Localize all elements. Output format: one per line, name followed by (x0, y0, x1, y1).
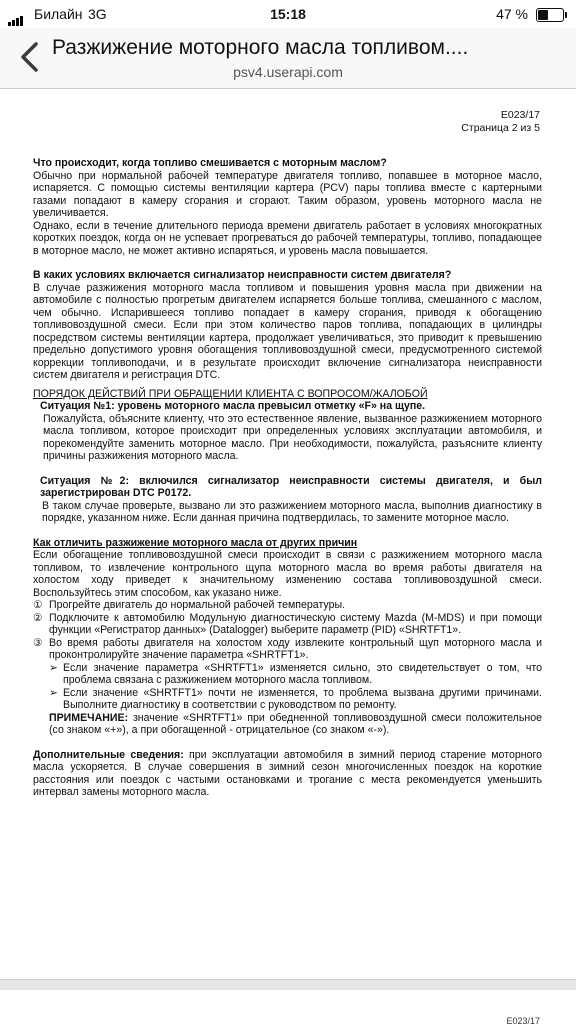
step-text: Подключите к автомобилю Модульную диагностическую систему Mazda (M-MDS) и при помощи функции «Регистратор данных» (Datalogger) выберите параметр (PID) «SHRTFT1». (49, 611, 542, 636)
page-title: Разжижение моторного масла топливом.... (52, 36, 469, 59)
page-separator (0, 979, 576, 990)
page-number: Страница 2 из 5 (461, 122, 540, 134)
situation-heading: Ситуация №1: уровень моторного масла превысил отметку «F» на щупе. (40, 400, 426, 412)
document-body (33, 157, 542, 799)
bullet-text: Если значение «SHRTFT1» почти не изменяется, то проблема вызвана другими причинами. Выполните диагностику в соответствии с руководством по ремонту. (63, 686, 542, 711)
paragraph: Пожалуйста, объясните клиенту, что это естественное явление, вызванное разжижением моторного масла топливом, которое происходит при определенных условиях эксплуатации автомобиля, и порекомендуйте заменить моторное масло. При необходимости, пожалуйста, разъясните клиенту причины разжижения моторного масла. (43, 412, 542, 462)
paragraph: Однако, если в течение длительного периода времени двигатель работает в условиях многократных коротких поездок, когда он не успевает прогреваться до рабочей температуры, топливо, попадающее в моторное масло, не может активно испаряться, и уровень масла повышается. (33, 219, 542, 257)
subsection-heading: Как отличить разжижение моторного масла от других причин (33, 536, 358, 549)
status-bar (0, 0, 576, 28)
page-url: psv4.userapi.com (233, 64, 343, 80)
paragraph: В случае разжижения моторного масла топливом и повышения уровня масла при движении на автомобиле с полностью прогретым двигателем испаряется больше топлива, смешанного с маслом, чем обычно. Испарившееся топливо попадает в камеру сгорания, приводя к обогащению топливовоздушной смеси. Если при этом количество паров топлива, попадающих в цилиндры посредством системы вентиляции картера, продолжает увеличиваться, это приводит к превышению предельно допустимого уровня обогащения топливовоздушной смеси, предусмотренного системой коррекции топливоподачи, и в результате происходит включение сигнализатора неисправности систем двигателя и регистрация DTC. (33, 281, 542, 381)
additional-info (33, 749, 542, 799)
navigation-bar (0, 28, 576, 89)
paragraph: В таком случае проверьте, вызвано ли это разжижением моторного масла, выполнив диагностику в порядке, указанном ниже. Если данная причина подтвердилась, то замените моторное масло. (42, 499, 542, 524)
section-heading: В каких условиях включается сигнализатор неисправности систем двигателя? (33, 269, 452, 281)
note (33, 712, 542, 737)
list-item (33, 637, 542, 662)
section-heading: Что происходит, когда топливо смешивается с моторным маслом? (33, 157, 387, 169)
paragraph: Обычно при нормальной рабочей температуре двигателя топливо, попавшее в моторное масло, испаряется. С помощью системы вентиляции картера (PCV) пары топлива вместе с картерными газами попадают в камеру сгорания и сгорают. Таким образом, уровень моторного масла не увеличивается. (33, 169, 542, 219)
situation-heading: Ситуация №2: включился сигнализатор неисправности системы двигателя, и был зарегистрирован DTC P0172. (40, 474, 542, 499)
battery-icon (536, 8, 564, 22)
step-marker: ② (33, 611, 43, 624)
bullet-text: Если значение параметра «SHRTFT1» изменяется сильно, это свидетельствует о том, что проблема связана с разжижением моторного масла топливом. (63, 661, 542, 686)
arrow-bullet-icon: ➢ (49, 661, 58, 674)
list-item (33, 687, 542, 712)
list-item (33, 599, 542, 612)
next-page-code: E023/17 (506, 1016, 540, 1026)
note-label: ПРИМЕЧАНИЕ: (49, 711, 129, 724)
carrier-name: Билайн (34, 6, 83, 22)
arrow-bullet-icon: ➢ (49, 686, 58, 699)
list-item (33, 612, 542, 637)
step-marker: ① (33, 599, 43, 611)
additional-info-text: при эксплуатации автомобиля в зимний период старение моторного масла ускоряется. В случае совершения в зимний сезон многочисленных поездок на короткие расстояния или поездок с частыми остановками и трогание с места рекомендуется уменьшить интервал замены моторного масла. (33, 748, 542, 798)
network-type: 3G (88, 6, 107, 22)
document-header (461, 109, 540, 135)
note-text: значение «SHRTFT1» при обедненной топливовоздушной смеси положительное (со знаком «+»), а при обогащенной - отрицательное (со знаком «-»). (49, 711, 542, 736)
battery-percent: 47 % (496, 6, 528, 22)
procedure-heading: ПОРЯДОК ДЕЙСТВИЙ ПРИ ОБРАЩЕНИИ КЛИЕНТА С ВОПРОСОМ/ЖАЛОБОЙ (33, 387, 428, 400)
step-text: Прогрейте двигатель до нормальной рабочей температуры. (49, 599, 346, 611)
document-page[interactable] (0, 89, 576, 979)
clock: 15:18 (270, 6, 306, 22)
step-text: Во время работы двигателя на холостом ходу извлеките контрольный щуп моторного масла и проконтролируйте значение параметра «SHRTFT1». (49, 636, 542, 661)
step-marker: ③ (33, 636, 43, 649)
additional-info-label: Дополнительные сведения: (33, 748, 184, 761)
paragraph: Если обогащение топливовоздушной смеси происходит в связи с разжижением моторного масла топливом, то извлечение контрольного щупа моторного масла во время работы двигателя на холостом ходу приведет к значительному изменению состава топливовоздушной смеси. Воспользуйтесь этим способом, как указано ниже. (33, 549, 542, 599)
document-code: E023/17 (500, 109, 540, 121)
list-item (33, 662, 542, 687)
